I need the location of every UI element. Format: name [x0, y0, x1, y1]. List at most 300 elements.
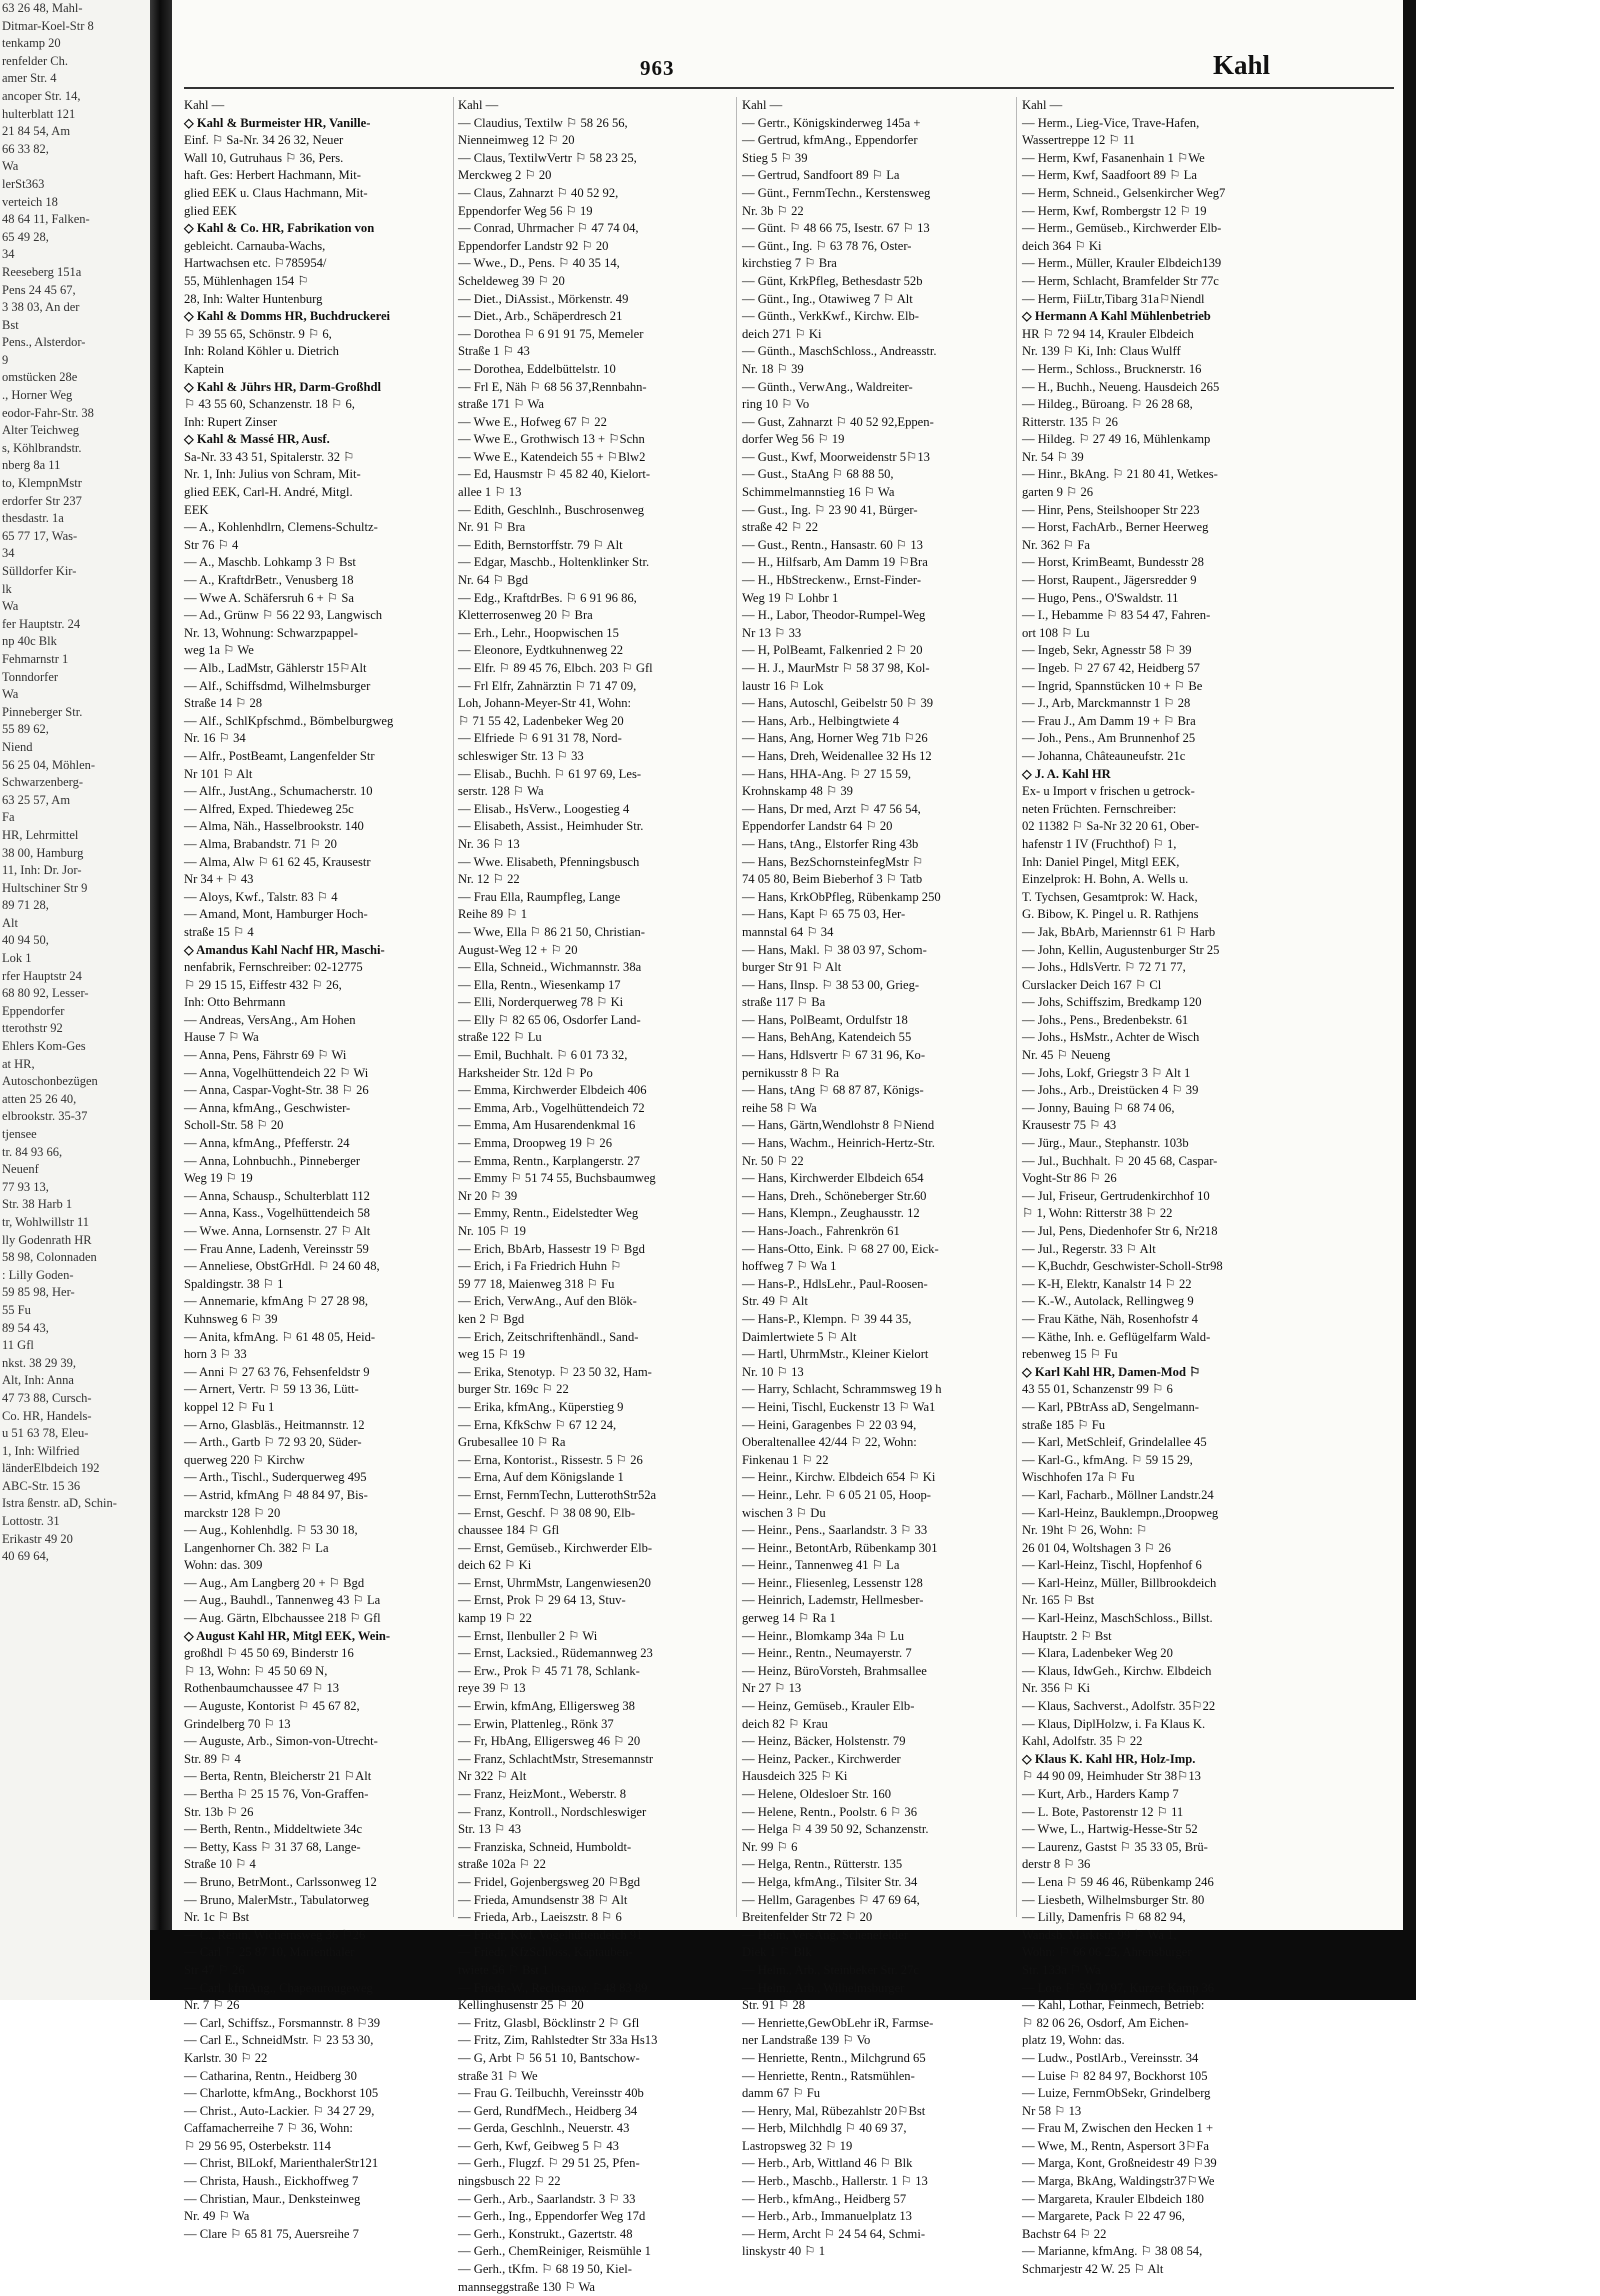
directory-entry-line: — Jul., Buchhalt. ⚐ 20 45 68, Caspar-	[1022, 1153, 1218, 1168]
left-page-line: 40 94 50,	[2, 933, 49, 948]
left-page-line: 48 64 11, Falken-	[2, 212, 90, 227]
directory-entry-line: — Alfr., JustAng., Schumacherstr. 10	[184, 784, 373, 799]
directory-entry-line: Nr. 7 ⚐ 26	[184, 1998, 240, 2013]
directory-entry-line: — Hinr, Pens, Steilshooper Str 223	[1022, 502, 1200, 517]
directory-entry-line: — Elisab., HsVerw., Loogestieg 4	[458, 801, 630, 816]
directory-column-2	[458, 97, 724, 2294]
directory-entry-line: Kuhnsweg 6 ⚐ 39	[184, 1311, 278, 1326]
header-rule	[184, 87, 1394, 89]
directory-entry-line: — Hans, tAng ⚐ 68 87 87, Königs-	[742, 1083, 924, 1098]
directory-entry-line: allee 1 ⚐ 13	[458, 485, 522, 500]
left-page-line: Erikastr 49 20	[2, 1531, 73, 1546]
directory-entry-line: — Johs., Arb., Dreistücken 4 ⚐ 39	[1022, 1083, 1199, 1098]
left-page-line: Wa	[2, 159, 19, 174]
left-page-line: nberg 8a 11	[2, 458, 61, 473]
directory-entry-line: — Gerh, Kwf, Geibweg 5 ⚐ 43	[458, 2138, 619, 2153]
directory-entry-line: — Wwe., D., Pens. ⚐ 40 35 14,	[458, 256, 620, 271]
directory-entry-line: — Günt. ⚐ 48 66 75, Isestr. 67 ⚐ 13	[742, 221, 930, 236]
directory-entry-line: — Franz, SchlachtMstr, Stresemannstr	[458, 1751, 654, 1766]
directory-entry-line: Karlstr. 30 ⚐ 22	[184, 2050, 268, 2065]
directory-entry-line: Scheldeweg 39 ⚐ 20	[458, 273, 565, 288]
directory-entry-line: — Anna, Lohnbuchh., Pinneberger	[184, 1153, 361, 1168]
directory-entry-line: — K-H, Elektr, Kanalstr 14 ⚐ 22	[1022, 1276, 1192, 1291]
directory-entry-line: — H., Labor, Theodor-Rumpel-Weg	[742, 608, 926, 623]
directory-entry-line: — Heinr., Rentn., Neumayerstr. 7	[742, 1646, 912, 1661]
directory-entry-line: — John, Kellin, Augustenburger Str 25	[1022, 942, 1220, 957]
directory-entry-line: Wohn: ⚐ 66 06 25, Ahrensburger	[1022, 1945, 1192, 1960]
directory-entry-line: — Gerh., Arb., Saarlandstr. 3 ⚐ 33	[458, 2191, 636, 2206]
directory-entry-line: — Elli, Norderquerweg 78 ⚐ Ki	[458, 995, 624, 1010]
left-page-line: Niend	[2, 739, 33, 754]
directory-entry-line: straße 171 ⚐ Wa	[458, 397, 544, 412]
directory-entry-line: — Lilly, Damenfris ⚐ 68 82 94,	[1022, 1910, 1186, 1925]
left-page-line: at HR,	[2, 1056, 35, 1071]
directory-entry-line: — Herb., Maschb., Hallerstr. 1 ⚐ 13	[742, 2174, 928, 2189]
directory-entry-line: — Elly ⚐ 82 65 06, Osdorfer Land-	[458, 1012, 641, 1027]
directory-entry-line: Bachstr 64 ⚐ 22	[1022, 2226, 1107, 2241]
directory-entry-line: — Dorothea, Eddelbüttelstr. 10	[458, 361, 616, 376]
directory-entry-line: — Ernst, UhrmMstr, Langenwiesen20	[458, 1575, 651, 1590]
left-page-line: ABC-Str. 15 36	[2, 1478, 81, 1493]
left-page-line: to, KlempnMstr	[2, 476, 82, 491]
left-page-line: 34	[2, 546, 15, 561]
directory-entry-line: ◇ Klaus K. Kahl HR, Holz-Imp.	[1022, 1751, 1196, 1766]
directory-entry-line: — Erw., Prok ⚐ 45 71 78, Schlank-	[458, 1663, 640, 1678]
directory-entry-line: laustr 16 ⚐ Lok	[742, 678, 824, 693]
directory-entry-line: Breitenfelder Str 72 ⚐ 20	[742, 1910, 873, 1925]
directory-entry-line: — Emma, Kirchwerder Elbdeich 406	[458, 1083, 647, 1098]
directory-entry-line: — Hellm, Garagenbes ⚐ 47 69 64,	[742, 1892, 920, 1907]
directory-entry-line: Inh: Roland Köhler u. Dietrich	[184, 344, 339, 359]
left-page-line: lerSt363	[2, 176, 45, 191]
directory-entry-line: Weg 19 ⚐ 19	[184, 1171, 253, 1186]
left-page-line: tenkamp 20	[2, 36, 61, 51]
directory-entry-line: — Günth., VerwAng., Waldreiter-	[742, 379, 913, 394]
directory-entry-line: — Emma, Droopweg 19 ⚐ 26	[458, 1136, 612, 1151]
directory-entry-line: Schimmelmannstieg 16 ⚐ Wa	[742, 485, 895, 500]
directory-entry-line: — Käthe, Inh. e. Geflügelfarm Wald-	[1022, 1329, 1211, 1344]
directory-entry-line: — Margareta, Krauler Elbdeich 180	[1022, 2191, 1204, 2206]
directory-entry-line: — Anna, kfmAng., Pfefferstr. 24	[184, 1136, 350, 1151]
directory-entry-line: — Friedr, Kwf, Vogelhüttendeich 91	[458, 1927, 643, 1942]
directory-entry-line: — Herm, Kwf, Saadfoort 89 ⚐ La	[1022, 168, 1197, 183]
directory-entry-line: — Frieda, Arb., Laeiszstr. 8 ⚐ 6	[458, 1910, 622, 1925]
directory-entry-line: — Herb, Milchhdlg ⚐ 40 69 37,	[742, 2121, 907, 2136]
directory-entry-line: — Hans, Klempn., Zeughausstr. 12	[742, 1206, 920, 1221]
directory-entry-line: derstr 8 ⚐ 36	[1022, 1857, 1091, 1872]
left-page-line: HR, Lehrmittel	[2, 827, 79, 842]
left-page-line: Eppendorfer	[2, 1003, 65, 1018]
directory-entry-line: — Karl-Heinz, Müller, Billbrookdeich	[1022, 1575, 1217, 1590]
directory-entry-line: Nr. 356 ⚐ Ki	[1022, 1681, 1090, 1696]
directory-entry-line: — Heinr., BetontArb, Rübenkamp 301	[742, 1540, 938, 1555]
directory-entry-line: — Hans, Autoschl, Geibelstr 50 ⚐ 39	[742, 696, 934, 711]
directory-entry-line: damm 67 ⚐ Fu	[742, 2086, 821, 2101]
directory-entry-line: — Wwe A. Schäfersruh 6 + ⚐ Sa	[184, 590, 354, 605]
directory-entry-line: Kaptein	[184, 361, 224, 376]
left-page-line: 59 85 98, Her-	[2, 1285, 75, 1300]
directory-entry-line: — Herm, Schlacht, Bramfelder Str 77c	[1022, 273, 1219, 288]
directory-entry-line: — Karl-Heinz, Tischl, Hopfenhof 6	[1022, 1558, 1202, 1573]
directory-entry-line: — Hans-P., HdlsLehr., Paul-Roosen-	[742, 1276, 928, 1291]
directory-entry-line: straße 42 ⚐ 22	[742, 520, 818, 535]
directory-entry-line: — Arnert, Vertr. ⚐ 59 13 36, Lütt-	[184, 1382, 359, 1397]
directory-entry-line: ⚐ 44 90 09, Heimhuder Str 38⚐13	[1022, 1769, 1201, 1784]
directory-entry-line: — Gust., Kwf, Moorweidenstr 5⚐13	[742, 449, 930, 464]
directory-entry-line: Nr. 12 ⚐ 22	[458, 872, 520, 887]
directory-entry-line: — Edg., KraftdrBes. ⚐ 6 91 96 86,	[458, 590, 637, 605]
directory-entry-line: Str 47 ⚐ 26	[184, 1962, 245, 1977]
directory-entry-line: Str. 91 ⚐ 28	[742, 1998, 806, 2013]
directory-entry-line: straße 15 ⚐ 4	[184, 924, 254, 939]
left-page-line: Str. 38 Harb 1	[2, 1197, 73, 1212]
directory-entry-line: — Erh., Lehr., Hoopwischen 15	[458, 625, 619, 640]
left-page-line: 40 69 64,	[2, 1549, 49, 1564]
directory-entry-line: querweg 220 ⚐ Kirchw	[184, 1452, 305, 1467]
directory-entry-line: — Franz, HeizMont., Weberstr. 8	[458, 1787, 627, 1801]
directory-entry-line: Curslacker Deich 167 ⚐ Cl	[1022, 977, 1162, 992]
directory-entry-line: ner Landstraße 139 ⚐ Vo	[742, 2033, 871, 2048]
directory-entry-line: Inh: Daniel Pingel, Mitgl EEK,	[1022, 854, 1180, 869]
directory-entry-line: Schmarjestr 42 W. 25 ⚐ Alt	[1022, 2262, 1164, 2277]
directory-entry-line: — Annemarie, kfmAng ⚐ 27 28 98,	[184, 1294, 369, 1309]
directory-entry-line: 02 11382 ⚐ Sa-Nr 32 20 61, Ober-	[1022, 819, 1200, 834]
directory-entry-line: — Hans, Wachm., Heinrich-Hertz-Str.	[742, 1136, 935, 1151]
directory-entry-line: — Carl, kfmAng., Chapeaurougeweg	[184, 1980, 373, 1995]
directory-entry-line: Einzelprok: H. Bohn, A. Wells u.	[1022, 872, 1189, 887]
left-page-line: u 51 63 78, Eleu-	[2, 1426, 89, 1441]
directory-entry-line: Nr. 10 ⚐ 13	[742, 1364, 804, 1379]
left-page-line: Wa	[2, 687, 19, 702]
directory-entry-line: — Wwe. Anna, Lornsenstr. 27 ⚐ Alt	[184, 1224, 371, 1238]
directory-entry-line: — Carl, Schiffsz., Forsmannstr. 8 ⚐39	[184, 2015, 381, 2030]
directory-entry-line: — Conrad, Uhrmacher ⚐ 47 74 04,	[458, 221, 639, 236]
directory-entry-line: Sa-Nr. 33 43 51, Spitalerstr. 32 ⚐	[184, 449, 355, 464]
directory-entry-line: Hausdeich 325 ⚐ Ki	[742, 1769, 848, 1784]
directory-entry-line: deich 364 ⚐ Ki	[1022, 238, 1102, 253]
directory-entry-line: weg 1a ⚐ We	[184, 643, 254, 658]
left-page-line: 89 54 43,	[2, 1320, 49, 1335]
directory-entry-line: — Auguste, Kontorist ⚐ 45 67 82,	[184, 1699, 360, 1714]
directory-entry-line: hafenstr 1 IV (Fruchthof) ⚐ 1,	[1022, 836, 1177, 851]
directory-entry-line: — Hans, Makl. ⚐ 38 03 97, Schom-	[742, 942, 927, 957]
directory-entry-line: — Elfriede ⚐ 6 91 31 78, Nord-	[458, 731, 622, 746]
directory-entry-line: dorfer Weg 56 ⚐ 19	[742, 432, 845, 447]
directory-entry-line: — Günth., MaschSchloss., Andreasstr.	[742, 344, 937, 359]
directory-entry-line: — Emmy, Rentn., Eidelstedter Weg	[458, 1206, 639, 1221]
directory-entry-line: — Hans, Dreh., Schöneberger Str.60	[742, 1188, 927, 1203]
directory-column-1	[184, 97, 450, 2241]
directory-entry-line: — Jonny, Bauing ⚐ 68 74 06,	[1022, 1100, 1175, 1115]
directory-entry-line: — Anna, kfmAng., Geschwister-	[184, 1100, 351, 1115]
directory-entry-line: — Karl, PBtrAss aD, Sengelmann-	[1022, 1399, 1199, 1414]
left-page-line: ancoper Str. 14,	[2, 88, 81, 103]
directory-entry-line: Stieg 5 ⚐ 39	[742, 150, 808, 165]
directory-entry-line: burger Str. 169c ⚐ 22	[458, 1382, 569, 1397]
directory-entry-line: — Ingeb. ⚐ 27 67 42, Heidberg 57	[1022, 661, 1200, 675]
directory-entry-line: ⚐ 29 56 95, Osterbekstr. 114	[184, 2138, 331, 2153]
directory-entry-line: — Horst, KrimBeamt, Bundesstr 28	[1022, 555, 1204, 570]
left-page-line: atten 25 26 40,	[2, 1091, 77, 1106]
directory-entry-line: kirchstieg 7 ⚐ Bra	[742, 256, 837, 271]
left-facing-page-fragment	[0, 0, 160, 2000]
directory-entry-line: Nr 34 + ⚐ 43	[184, 872, 254, 887]
directory-entry-line: — Helga, kfmAng., Tilsiter Str. 34	[742, 1874, 918, 1889]
directory-entry-line: ort 108 ⚐ Lu	[1022, 625, 1090, 640]
directory-entry-line: Hauptstr. 2 ⚐ Bst	[1022, 1628, 1112, 1643]
directory-entry-line: — Johs., HsMstr., Achter de Wisch	[1022, 1030, 1200, 1045]
directory-entry-line: Nr. 165 ⚐ Bst	[1022, 1593, 1095, 1608]
directory-entry-line: — Ernst, Ilenbuller 2 ⚐ Wi	[458, 1628, 598, 1643]
directory-entry-line: — Helm, VersAng, Schenefelder	[742, 1927, 908, 1942]
directory-entry-line: — Ludw., PostlArb., Vereinsstr. 34	[1022, 2050, 1199, 2065]
directory-entry-line: — Kurt, Arb., Harders Kamp 7	[1022, 1787, 1179, 1801]
directory-entry-line: — Hans, Dreh, Weidenallee 32 Hs 12	[742, 748, 932, 763]
column-divider	[1016, 97, 1017, 1917]
directory-entry-line: glied EEK u. Claus Hachmann, Mit-	[184, 185, 368, 200]
directory-entry-line: — I., Hebamme ⚐ 83 54 47, Fahren-	[1022, 608, 1211, 623]
directory-entry-line: — Gerh., ChemReiniger, Reismühle 1	[458, 2244, 651, 2259]
directory-entry-line: haft. Ges: Herbert Hachmann, Mit-	[184, 168, 361, 183]
directory-entry-line: — Anneliese, ObstGrHdl. ⚐ 24 60 48,	[184, 1259, 380, 1274]
directory-entry-line: — Alf., Schiffsdmd, Wilhelmsburger	[184, 678, 371, 693]
directory-entry-line: — Hans, HHA-Ang. ⚐ 27 15 59,	[742, 766, 912, 781]
directory-entry-line: — Heinr., Lehr. ⚐ 6 05 21 05, Hoop-	[742, 1487, 931, 1502]
directory-entry-line: — Fr, HbAng, Elligersweg 46 ⚐ 20	[458, 1734, 641, 1749]
directory-entry-line: — Heini, Tischl, Euckenstr 13 ⚐ Wa1	[742, 1399, 936, 1414]
directory-entry-line: Nr 101 ⚐ Alt	[184, 766, 253, 781]
directory-entry-line: — Hans, BehAng, Katendeich 55	[742, 1030, 912, 1045]
directory-entry-line: — Hans, Kapt ⚐ 65 75 03, Her-	[742, 907, 906, 922]
left-page-line: 11 Gfl	[2, 1338, 34, 1353]
directory-entry-line: burger Str 91 ⚐ Alt	[742, 960, 842, 975]
directory-entry-line: — Henry, Mal, Rübezahlstr 20⚐Bst	[742, 2103, 926, 2118]
left-page-line: Reeseberg 151a	[2, 264, 82, 279]
directory-entry-line: — Jul., Regerstr. 33 ⚐ Alt	[1022, 1241, 1156, 1256]
directory-entry-line: — Gust., StaAng ⚐ 68 88 50,	[742, 467, 894, 482]
left-page-line: 89 71 28,	[2, 898, 49, 913]
left-page-line: verteich 18	[2, 194, 58, 209]
directory-entry-line: serstr. 128 ⚐ Wa	[458, 784, 544, 799]
directory-entry-line: Nr. 139 ⚐ Ki, Inh: Claus Wulff	[1022, 344, 1181, 359]
directory-entry-line: Nr. 18 ⚐ 39	[742, 361, 804, 376]
directory-entry-line: — Hans-Otto, Eink. ⚐ 68 27 00, Eick-	[742, 1241, 939, 1256]
directory-entry-line: — Heinz, Packer., Kirchwerder	[742, 1751, 901, 1766]
directory-entry-line: — Arth., Tischl., Suderquerweg 495	[184, 1470, 367, 1485]
directory-entry-line: — Erich, Zeitschriftenhändl., Sand-	[458, 1329, 639, 1344]
directory-entry-line: — Horst, FachArb., Berner Heerweg	[1022, 520, 1209, 535]
directory-entry-line: — Christ, BlLokf, MarienthalerStr121	[184, 2156, 379, 2171]
directory-entry-line: — Wwe E., Hofweg 67 ⚐ 22	[458, 414, 607, 429]
directory-entry-line: Straße 1 ⚐ 43	[458, 344, 530, 359]
directory-entry-line: Voght-Str 86 ⚐ 26	[1022, 1171, 1117, 1186]
directory-entry-line: Str. 49 ⚐ Alt	[742, 1294, 808, 1309]
directory-entry-line: — Frau J., Am Damm 19 + ⚐ Bra	[1022, 713, 1196, 728]
left-page-line: Lottostr. 31	[2, 1514, 60, 1529]
left-page-line: omstücken 28e	[2, 370, 78, 385]
directory-entry-line: — A., Maschb. Lohkamp 3 ⚐ Bst	[184, 555, 356, 570]
directory-entry-line: koppel 12 ⚐ Fu 1	[184, 1399, 275, 1414]
left-page-line: fer Hauptstr. 24	[2, 616, 81, 631]
left-page-line: tr. 84 93 66,	[2, 1144, 63, 1159]
directory-entry-line: — Elisab., Buchh. ⚐ 61 97 69, Les-	[458, 766, 642, 781]
directory-entry-line: — Ed, Hausmstr ⚐ 45 82 40, Kielort-	[458, 467, 651, 482]
directory-entry-line: Nr. 16 ⚐ 34	[184, 731, 246, 746]
left-page-line: 55 Fu	[2, 1302, 31, 1317]
directory-entry-line: glied EEK	[184, 203, 237, 218]
directory-entry-line: — Betty, Kass ⚐ 31 37 68, Lange-	[184, 1839, 361, 1854]
directory-entry-line: Nr. 19ht ⚐ 26, Wohn: ⚐	[1022, 1523, 1148, 1538]
directory-entry-line: Nr. 54 ⚐ 39	[1022, 449, 1084, 464]
directory-entry-line: — Ad., Grünw ⚐ 56 22 93, Langwisch	[184, 608, 383, 623]
directory-entry-line: — Gertrud, Sandfoort 89 ⚐ La	[742, 168, 900, 183]
directory-entry-line: — Herm, Archt ⚐ 24 54 64, Schmi-	[742, 2226, 926, 2241]
directory-entry-line: — Hans, BezSchornsteinfegMstr ⚐	[742, 854, 924, 869]
directory-entry-line: — Bruno, MalerMstr., Tabulatorweg	[184, 1892, 369, 1907]
directory-entry-line: — Dorothea ⚐ 6 91 91 75, Memeler	[458, 326, 644, 341]
directory-entry-line: — Claus, TextilwVertr ⚐ 58 23 25,	[458, 150, 637, 165]
directory-entry-line: — Frau Ella, Raumpfleg, Lange	[458, 889, 621, 904]
directory-entry-line: — Hartl, UhrmMstr., Kleiner Kielort	[742, 1347, 929, 1362]
directory-entry-line: Eppendorfer Landstr 64 ⚐ 20	[742, 819, 893, 834]
directory-entry-line: — Claudius, Textilw ⚐ 58 26 56,	[458, 115, 628, 130]
directory-entry-line: ◇ Hermann A Kahl Mühlenbetrieb	[1022, 309, 1211, 324]
directory-entry-line: — Gerh., Konstrukt., Gazertstr. 48	[458, 2226, 633, 2241]
left-page-line: rfer Hauptstr 24	[2, 968, 82, 983]
directory-entry-line: — Diet., Arb., Schäperdresch 21	[458, 309, 623, 324]
directory-entry-line: gebleicht. Carnauba-Wachs,	[184, 238, 326, 253]
directory-entry-line: — Anna, Vogelhüttendeich 22 ⚐ Wi	[184, 1065, 369, 1080]
directory-entry-line: — Heinrich, Lademstr, Hellmesber-	[742, 1593, 924, 1608]
directory-entry-line: — L. Bote, Pastorenstr 12 ⚐ 11	[1022, 1804, 1184, 1819]
directory-entry-line: — Henriette, Rentn., Ratsmühlen-	[742, 2068, 915, 2083]
left-page-line: 65 49 28,	[2, 229, 49, 244]
left-page-line: tterothstr 92	[2, 1021, 63, 1036]
directory-entry-line: großhdl ⚐ 45 50 69, Binderstr 16	[184, 1646, 354, 1661]
directory-entry-line: — Charlotte, kfmAng., Bockhorst 105	[184, 2086, 379, 2101]
directory-entry-line: — Hans, tAng., Elstorfer Ring 43b	[742, 836, 919, 851]
directory-entry-line: — Heinr., Fliesenleg, Lessenstr 128	[742, 1575, 923, 1590]
directory-entry-line: — J., Arb, Marckmannstr 1 ⚐ 28	[1022, 696, 1191, 711]
directory-entry-line: ⚐ 13, Wohn: ⚐ 45 50 69 N,	[184, 1663, 328, 1678]
directory-entry-line: — Jul, Friseur, Gertrudenkirchhof 10	[1022, 1188, 1210, 1203]
left-page-line: ., Horner Weg	[2, 388, 73, 403]
directory-entry-line: — Hugo, Pens., O'Swaldstr. 11	[1022, 590, 1179, 605]
left-page-line: Alt	[2, 915, 18, 930]
directory-entry-line: — Frau Anne, Ladenh, Vereinsstr 59	[184, 1241, 369, 1256]
directory-entry-line: — Jürg., Maur., Stephanstr. 103b	[1022, 1136, 1189, 1151]
directory-entry-line: — Heinz, BüroVorsteh, Brahmsallee	[742, 1663, 927, 1678]
directory-entry-line: — Hans-P., Klempn. ⚐ 39 44 35,	[742, 1311, 912, 1326]
directory-entry-line: — Anita, kfmAng. ⚐ 61 48 05, Heid-	[184, 1329, 376, 1344]
left-page-line: 1, Inh: Wilfried	[2, 1443, 80, 1458]
directory-entry-line: — Ella, Rentn., Wiesenkamp 17	[458, 977, 621, 992]
directory-entry-line: Nr 27 ⚐ 13	[742, 1681, 802, 1696]
directory-entry-line: — A., Kohlenhdlrn, Clemens-Schultz-	[184, 520, 378, 535]
directory-entry-line: — Catharina, Rentn., Heidberg 30	[184, 2068, 357, 2083]
directory-entry-line: — Karl, Facharb., Möllner Landstr.24	[1022, 1487, 1214, 1502]
directory-entry-line: Nr. 362 ⚐ Fa	[1022, 537, 1090, 552]
directory-entry-line: — Herb., Arb., Immanuelplatz 13	[742, 2209, 912, 2224]
directory-entry-line: Hause 7 ⚐ Wa	[184, 1030, 259, 1045]
directory-entry-line: — Karl-Heinz, Bauklempn.,Droopweg	[1022, 1505, 1219, 1520]
directory-entry-line: — Frl E, Näh ⚐ 68 56 37,Rennbahn-	[458, 379, 647, 394]
directory-entry-line: — Amand, Mont, Hamburger Hoch-	[184, 907, 368, 922]
directory-entry-line: Loh, Johann-Meyer-Str 41, Wohn:	[458, 696, 632, 711]
directory-entry-line: Weg 19 ⚐ Lohbr 1	[742, 590, 839, 605]
directory-entry-line: — Gertrud, kfmAng., Eppendorfer	[742, 133, 918, 148]
directory-entry-line: — Hans, Ang, Horner Weg 71b ⚐26	[742, 731, 928, 746]
left-page-line: Istra ßenstr. aD, Schin-	[2, 1496, 117, 1511]
directory-entry-line: — Heinr., Tannenweg 41 ⚐ La	[742, 1558, 900, 1573]
directory-entry-line: — Hans, Gärtn,Wendlohstr 8 ⚐Niend	[742, 1118, 935, 1133]
directory-entry-line: — Wwe E., Katendeich 55 + ⚐Blw2	[458, 449, 646, 464]
directory-entry-line: Reihe 89 ⚐ 1	[458, 907, 528, 922]
left-page-line: 63 25 57, Am	[2, 792, 71, 807]
directory-entry-line: — Erna, KfkSchw ⚐ 67 12 24,	[458, 1417, 617, 1432]
directory-entry-line: — Edith, Bernstorffstr. 79 ⚐ Alt	[458, 537, 623, 552]
column-heading: Kahl —	[742, 98, 783, 112]
directory-entry-line: — Ernst, Prok ⚐ 29 64 13, Stuv-	[458, 1593, 626, 1608]
directory-entry-line: — Klaus, Sachverst., Adolfstr. 35⚐22	[1022, 1699, 1216, 1714]
directory-entry-line: — Marga, BkAng, Waldingstr37⚐We	[1022, 2174, 1215, 2189]
directory-entry-line: — Karl-Heinz, MaschSchloss., Billst.	[1022, 1611, 1213, 1626]
directory-entry-line: — Johs., HdlsVertr. ⚐ 72 71 77,	[1022, 960, 1186, 975]
directory-column-3	[742, 97, 1008, 2259]
directory-entry-line: ◇ Kahl & Domms HR, Buchdruckerei	[184, 309, 391, 324]
directory-entry-line: — Herb., Arb, Wittland 46 ⚐ Blk	[742, 2156, 913, 2171]
directory-entry-line: Harksheider Str. 12d ⚐ Po	[458, 1065, 593, 1080]
directory-entry-line: Straße 14 ⚐ 28	[184, 696, 263, 711]
directory-entry-line: — Elisabeth, Assist., Heimhuder Str.	[458, 819, 644, 834]
directory-entry-line: — Heinr., Blomkamp 34a ⚐ Lu	[742, 1628, 905, 1643]
directory-entry-line: 43 55 01, Schanzenstr 99 ⚐ 6	[1022, 1382, 1173, 1397]
directory-entry-line: Wall 10, Gutruhaus ⚐ 36, Pers.	[184, 150, 344, 165]
left-page-line: 56 25 04, Möhlen-	[2, 757, 96, 772]
left-page-line: amer Str. 4	[2, 71, 57, 86]
directory-entry-line: — Helene, Rentn., Poolstr. 6 ⚐ 36	[742, 1804, 917, 1819]
directory-entry-line: — Fritz, Zim, Rahlstedter Str 33a Hs13	[458, 2033, 658, 2048]
directory-entry-line: — Herm., Gemüseb., Kirchwerder Elb-	[1022, 221, 1222, 236]
directory-entry-line: — Alfr., PostBeamt, Langenfelder Str	[184, 748, 375, 763]
directory-entry-line: Merckweg 2 ⚐ 20	[458, 168, 552, 183]
directory-entry-line: — Emma, Arb., Vogelhüttendeich 72	[458, 1100, 645, 1115]
directory-entry-line: — Edgar, Maschb., Holtenklinker Str.	[458, 555, 650, 570]
directory-entry-line: — Carl E., SchneidMstr. ⚐ 23 53 30,	[184, 2033, 374, 2048]
directory-entry-line: ⚐ 82 06 26, Osdorf, Am Eichen-	[1022, 2015, 1189, 2030]
directory-entry-line: — Ernst, Geschf. ⚐ 38 08 90, Elb-	[458, 1505, 636, 1520]
directory-entry-line: — Heinr., Pens., Saarlandstr. 3 ⚐ 33	[742, 1523, 928, 1538]
left-page-line: Lok 1	[2, 951, 32, 966]
left-page-line: tjensee	[2, 1127, 37, 1141]
left-page-line: Bst	[2, 317, 19, 332]
directory-entry-line: — Herm, Kwf, Fasanenhain 1 ⚐We	[1022, 150, 1205, 165]
directory-entry-line: horn 3 ⚐ 33	[184, 1347, 247, 1362]
left-page-line: np 40c Blk	[2, 634, 57, 649]
column-divider	[453, 97, 454, 1917]
directory-entry-line: — Klara, Ladenbeker Weg 20	[1022, 1646, 1173, 1661]
left-page-line: 68 80 92, Lesser-	[2, 986, 89, 1001]
directory-entry-line: — Hildeg., Büroang. ⚐ 26 28 68,	[1022, 397, 1193, 412]
directory-entry-line: — H. J., MaurMstr ⚐ 58 37 98, Kol-	[742, 661, 930, 675]
directory-entry-line: straße 117 ⚐ Ba	[742, 995, 826, 1010]
directory-entry-line: — Ingrid, Spannstücken 10 + ⚐ Be	[1022, 678, 1203, 693]
directory-entry-line: — Hans, Dr med, Arzt ⚐ 47 56 54,	[742, 801, 921, 816]
directory-entry-line: — Frieda, Amundsenstr 38 ⚐ Alt	[458, 1892, 628, 1907]
directory-entry-line: — Hans, Hdlsvertr ⚐ 67 31 96, Ko-	[742, 1048, 926, 1063]
directory-entry-line: — Aug., Kohlenhdlg. ⚐ 53 30 18,	[184, 1523, 358, 1538]
directory-entry-line: nenfabrik, Fernschreiber: 02-12775	[184, 960, 363, 975]
